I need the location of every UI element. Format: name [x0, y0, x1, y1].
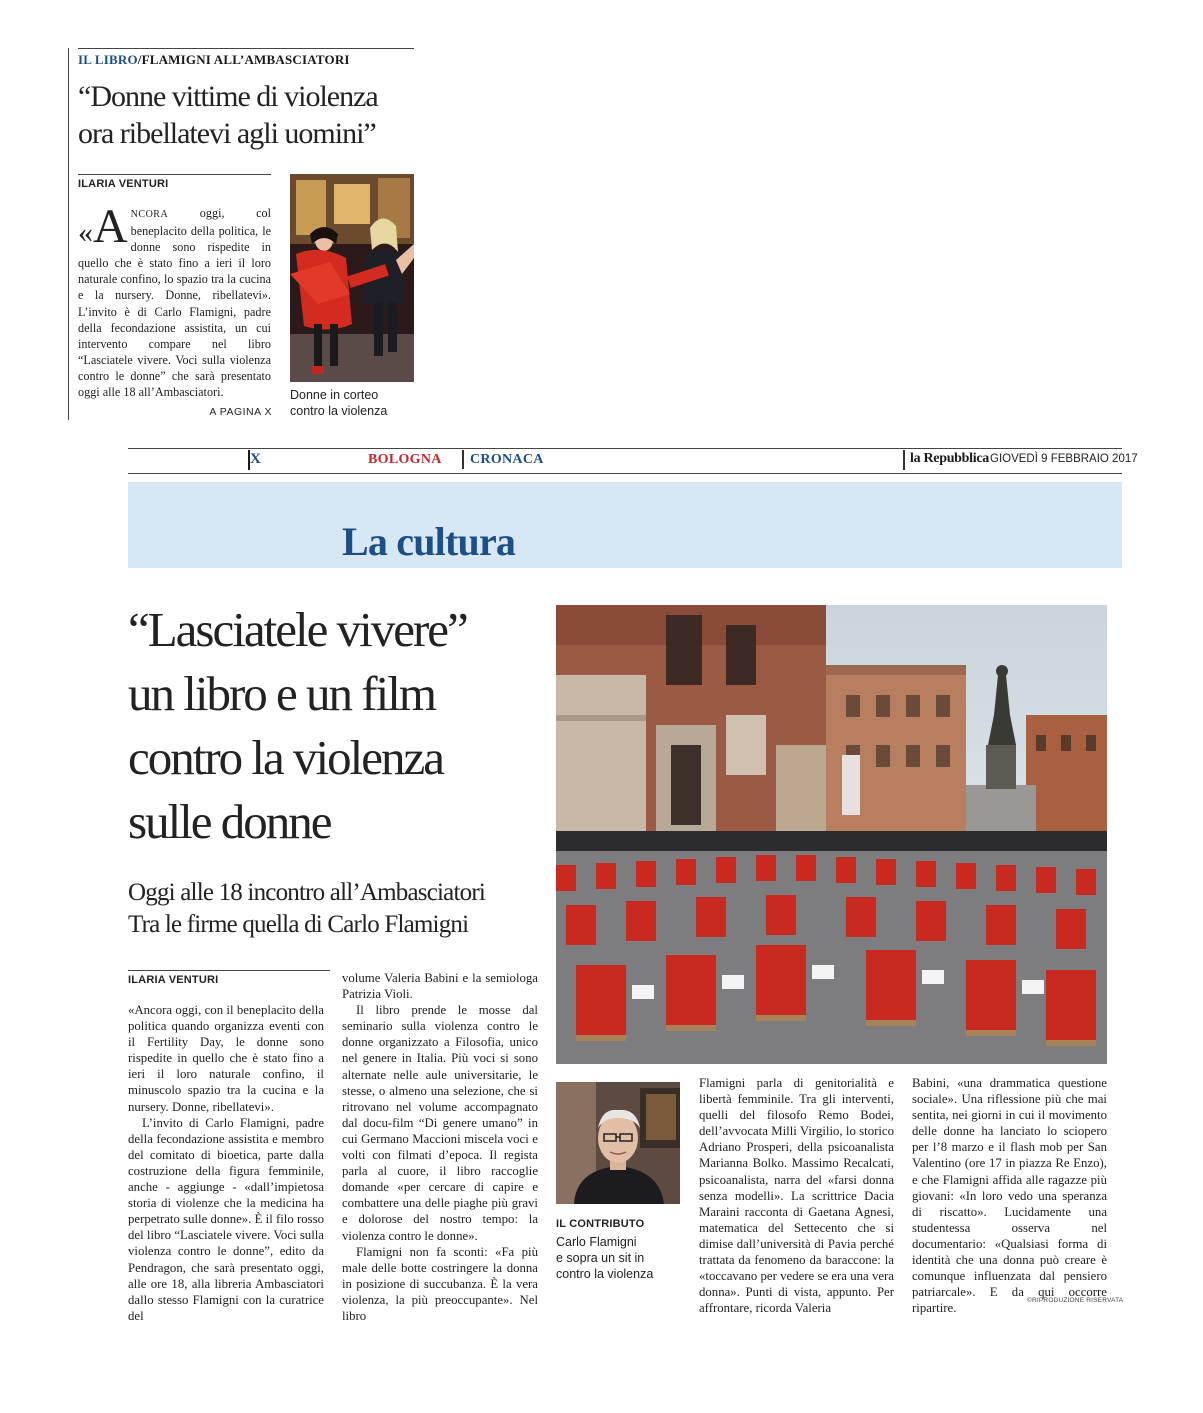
- teaser-caption-line2: contro la violenza: [290, 404, 388, 418]
- article-column-4: [912, 1075, 1107, 1316]
- section-band: [128, 482, 1122, 568]
- teaser-caption-line1: Donne in corteo: [290, 388, 379, 402]
- portrait-illustration: [556, 1082, 680, 1204]
- portrait-caption-line3: contro la violenza: [556, 1267, 654, 1281]
- subhead-line: Oggi alle 18 incontro all’Ambasciatori: [128, 879, 485, 906]
- header-rule-top: [128, 448, 1122, 449]
- article-byline-rule: [128, 970, 330, 971]
- teaser-page-ref[interactable]: A PAGINA X: [209, 406, 272, 418]
- teaser-photo: [290, 174, 414, 382]
- teaser-title: [78, 78, 418, 152]
- headline-line: un libro e un film: [128, 666, 435, 721]
- article-column-3: [699, 1075, 894, 1316]
- header-separator: [462, 450, 464, 469]
- main-photo: [556, 605, 1107, 1064]
- header-logo-bar: [903, 450, 905, 470]
- article-paragraph: «Ancora oggi, con il beneplacito della politica quando organizza eventi con il Fertility Day, le donne sono rispedite in quello che è stato fino a ieri il loro naturale confino, il minuscolo spazio tra la cucina e la nursery. Donne, ribellatevi».: [128, 1003, 324, 1114]
- headline-line: contro la violenza: [128, 730, 444, 785]
- article-paragraph: volume Valeria Babini e la semiologa Patrizia Violi.: [342, 971, 538, 1002]
- teaser-body: [78, 200, 271, 400]
- rights-notice: ©RIPRODUZIONE RISERVATA: [1027, 1297, 1124, 1304]
- newspaper-logo: la Repubblica: [910, 451, 989, 466]
- header-section: CRONACA: [470, 452, 544, 467]
- portrait-caption-line2: e sopra un sit in: [556, 1251, 645, 1265]
- teaser-body-text: oggi, col beneplacito della politica, le donne sono rispedite in quello che è stato fino a ieri il loro naturale confino, lo spazio tra la cucina e la nursery. Donne, ribellatevi». L’invito è di Carlo Flamigni, padre della fecondazione assistita, un cui intervento compare nel libro “Lasciatele vivere. Voci sulla violenza contro le donne” che sarà presentato oggi alle 18 all’Ambasciatori.: [78, 206, 271, 400]
- teaser-dropcap-letter: A: [93, 200, 128, 253]
- article-byline: ILARIA VENTURI: [128, 974, 219, 986]
- teaser-kicker-rest: /FLAMIGNI ALL’AMBASCIATORI: [137, 52, 350, 67]
- article-paragraph: L’invito di Carlo Flamigni, padre della fecondazione assistita e membro del comitato di bioetica, parte dalla costruzione della figura femminile, anche - aggiunge - «dall’impietosa storia di violenze che la medicina ha perpetrato sulle donne». È il filo rosso del libro “Lasciatele vivere. Voci sulla violenza contro le donne”, edito da Pendragon, che sarà presentato oggi, alle ore 18, alla libreria Ambasciatori dallo stesso Flamigni con la curatrice del: [128, 1115, 324, 1323]
- teaser-smallcaps: NCORA: [130, 209, 169, 220]
- portrait-photo: [556, 1082, 680, 1204]
- teaser-byline: ILARIA VENTURI: [78, 178, 169, 190]
- article-paragraph: Il libro prende le mosse dal seminario sulla violenza contro le donne organizzato a Filosofia, unico nel genere in Italia. Più voci si sono alternate nelle aule universitarie, le stesse, o almeno una selezione, che si ritrovano nel volume accompagnato dal docu-film “Di genere umano” in cui Germano Maccioni miscela voci e volti con filmati d’epoca. Il regista parla al cuore, il libro raccoglie domande «per cercare di capire e combattere una delle piaghe più gravi e dolorose del nostro tempo: la violenza contro le donne».: [342, 1003, 538, 1243]
- teaser-open-quote: «: [78, 216, 93, 249]
- teaser-box: [68, 48, 416, 420]
- header-city: BOLOGNA: [368, 452, 442, 467]
- teaser-left-rule: [68, 48, 69, 420]
- page-header: [128, 448, 1138, 474]
- portrait-caption-line1: Carlo Flamigni: [556, 1235, 637, 1249]
- article-paragraph: Babini, «una drammatica questione sociale». Una riflessione più che mai sentita, nei giorni in cui il movimento delle donne ha lanciato lo sciopero per l’8 marzo e il flash mob per San Valentino (ore 17 in piazza Re Enzo), e che Flamigni affida alle ragazze più giovani: «In loro vedo una speranza di riscatto». Lucidamente una studentessa osserva nel documentario: «Qualsiasi forma di identità che una donna può creare è comunque influenzata dal pensiero patriarcale». E da qui occorre ripartire.: [912, 1076, 1107, 1316]
- headline-line: sulle donne: [128, 794, 331, 849]
- teaser-dropcap: [78, 200, 128, 253]
- header-date: GIOVEDÌ 9 FEBBRAIO 2017: [990, 453, 1138, 465]
- article-paragraph: Flamigni non fa sconti: «Fa più male delle botte costringere la donna in posizione di succubanza. È la vera violenza, la più preoccupante». Nel libro: [342, 1244, 538, 1323]
- teaser-top-rule: [78, 48, 414, 49]
- headline-line: “Lasciatele vivere”: [128, 602, 467, 657]
- teaser-photo-caption: [290, 387, 420, 419]
- teaser-kicker-section: IL LIBRO: [78, 52, 138, 67]
- subhead-line: Tra le firme quella di Carlo Flamigni: [128, 911, 469, 938]
- article-column-1: [128, 1002, 324, 1324]
- piazza-chairs-illustration: [556, 605, 1107, 1064]
- teaser-byline-rule: [78, 174, 271, 175]
- portrait-caption: [556, 1234, 696, 1282]
- protest-photo-illustration: [290, 174, 414, 382]
- header-rule-bottom: [128, 473, 1122, 474]
- article-column-2: [342, 970, 538, 1324]
- portrait-caption-label: IL CONTRIBUTO: [556, 1218, 645, 1230]
- article-paragraph: Flamigni parla di genitorialità e libertà femminile. Tra gli interventi, quelli del filosofo Remo Bodei, dell’avvocata Milli Virgilio, lo storico Adriano Prosperi, della psicoanalista Marianna Bolko. Massimo Recalcati, psicoanalista, narra del «farsi donna senza modelli». La scrittrice Dacia Maraini racconta di Gaetana Agnesi, matematica del Settecento che si dimise dall’università di Pavia perché trattata da fenomeno da baraccone: la «toccavano per vedere se era una vera donna». Punti di vista, appunto. Per affrontare, ricorda Valeria: [699, 1076, 894, 1316]
- article-subhead: [128, 877, 558, 941]
- page-number: X: [250, 451, 261, 467]
- teaser-title-line2: ora ribellatevi agli uomini”: [78, 117, 376, 150]
- section-title: La cultura: [342, 519, 516, 564]
- article-headline: [128, 598, 558, 854]
- teaser-title-line1: “Donne vittime di violenza: [78, 80, 378, 113]
- teaser-kicker: [78, 52, 350, 68]
